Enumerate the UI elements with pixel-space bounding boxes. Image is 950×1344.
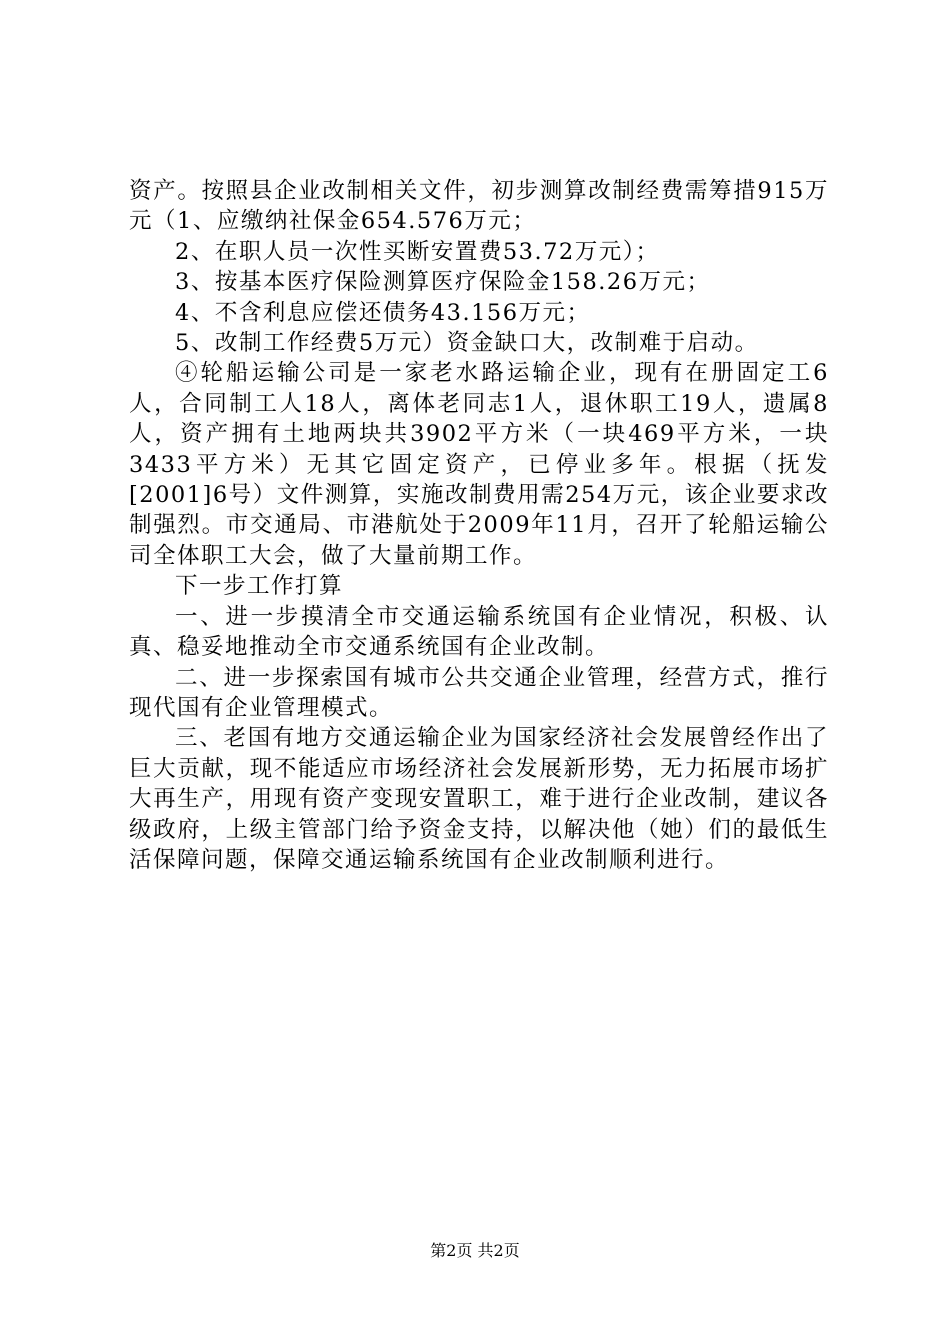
paragraph-10: 三、老国有地方交通运输企业为国家经济社会发展曾经作出了巨大贡献，现不能适应市场经济社会发展新形势，无力拓展市场扩大再生产，用现有资产变现安置职工，难于进行企业改制，建议各级政府，上级主管部门给予资金支持，以解决他（她）们的最低生活保障问题，保障交通运输系统国有企业改制顺利进行。 [129, 725, 829, 873]
section-heading: 下一步工作打算 [175, 573, 344, 600]
paragraph-5: 5、改制工作经费5万元）资金缺口大，改制难于启动。 [175, 330, 759, 357]
paragraph-4: 4、不含利息应偿还债务43.156万元； [175, 299, 591, 326]
page-number: 第2页 共2页 [430, 1241, 520, 1260]
paragraph-6: ④轮船运输公司是一家老水路运输企业，现有在册固定工6人，合同制工人18人，离体老同志1人，退休职工19人，遗属8人，资产拥有土地两块共3902平方米（一块469平方米，一块3433平方米）无其它固定资产，已停业多年。根据（抚发[2001]6号）文件测算，实施改制费用需254万元，该企业要求改制强烈。市交通局、市港航处于2009年11月，召开了轮船运输公司全体职工大会，做了大量前期工作。 [129, 360, 829, 569]
paragraph-9: 二、进一步探索国有城市公共交通企业管理，经营方式，推行现代国有企业管理模式。 [129, 664, 829, 721]
page-footer [0, 1241, 950, 1261]
paragraph-2: 2、在职人员一次性买断安置费53.72万元）； [175, 238, 660, 265]
paragraph-8: 一、进一步摸清全市交通运输系统国有企业情况，积极、认真、稳妥地推动全市交通系统国有企业改制。 [129, 603, 829, 661]
paragraph-1: 资产。按照县企业改制相关文件，初步测算改制经费需筹措915万元（1、应缴纳社保金654.576万元； [129, 178, 829, 235]
paragraph-3: 3、按基本医疗保险测算医疗保险金158.26万元； [175, 269, 711, 296]
document-body [129, 176, 829, 875]
